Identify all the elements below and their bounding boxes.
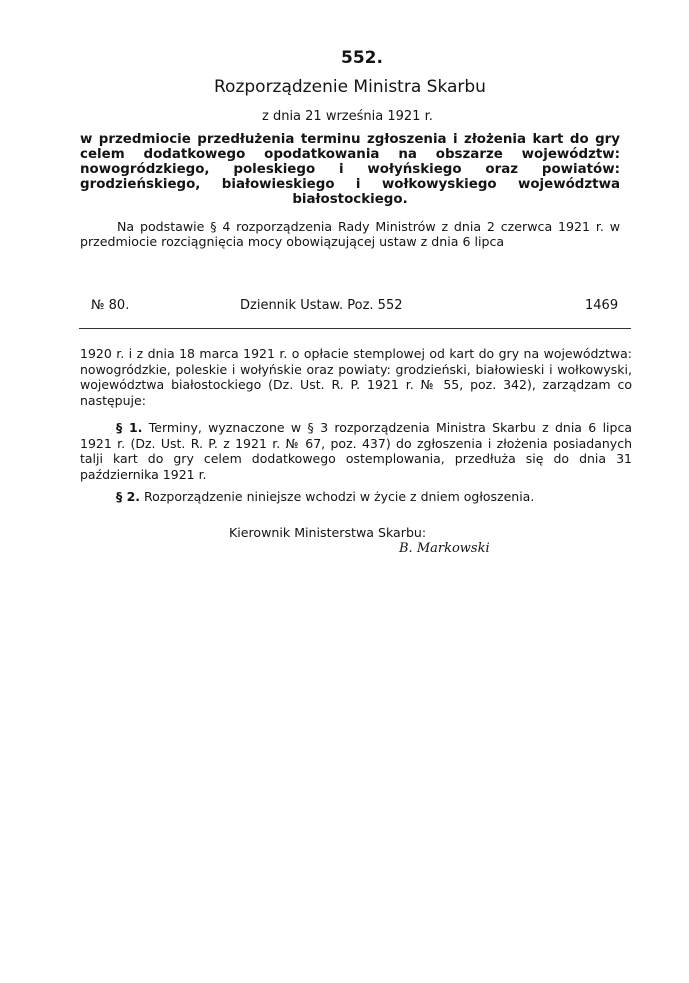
regulation-title: Rozporządzenie Ministra Skarbu <box>214 77 486 97</box>
regulation-date: z dnia 21 września 1921 r. <box>262 109 433 124</box>
regulation-number: 552. <box>341 48 383 68</box>
preamble-start: Na podstawie § 4 rozporządzenia Rady Ministrów z dnia 2 czerwca 1921 r. w przedmiocie rozciągnięcia mocy obowiązującej ustaw z dnia 6 lipca <box>80 219 620 249</box>
regulation-subject: w przedmiocie przedłużenia terminu zgłoszenia i złożenia kart do gry celem dodatkowego opodatkowania na obszarze województw: nowogródzkiego, poleskiego i wołyńskiego oraz powiatów: grodzieńskiego, białowieskiego i wołkowyskiego województwa białostockiego. <box>80 132 620 207</box>
section-2-mark: § 2. <box>116 489 141 504</box>
section-1 <box>80 420 632 482</box>
section-1-mark: § 1. <box>116 420 143 435</box>
page-number: 1469 <box>585 298 619 313</box>
journal-title: Dziennik Ustaw. Poz. 552 <box>240 298 403 313</box>
section-1-text: Terminy, wyznaczone w § 3 rozporządzenia Ministra Skarbu z dnia 6 lipca 1921 r. (Dz. Ust. R. P. z 1921 r. № 67, poz. 437) do zgłoszenia i złożenia posiadanych talji kart do gry celem dodatkowego ostemplowania, przedłuża się do dnia 31 października 1921 r. <box>80 420 632 482</box>
section-2-text: Rozporządzenie niniejsze wchodzi w życie z dniem ogłoszenia. <box>144 489 535 504</box>
signer-title: Kierownik Ministerstwa Skarbu: <box>229 525 427 540</box>
signature: B. Markowski <box>399 541 490 556</box>
section-2 <box>80 489 632 505</box>
issue-number: № 80. <box>91 298 130 313</box>
preamble-continuation: 1920 r. i z dnia 18 marca 1921 r. o opłacie stemplowej od kart do gry na województwa: nowogródzkie, poleskie i wołyńskie oraz powiaty: grodzieński, białowieski i wołkowyski, województwa białostockiego (Dz. Ust. R. P. 1921 r. № 55, poz. 342), zarządzam co następuje: <box>80 346 632 408</box>
header-divider <box>79 328 631 329</box>
